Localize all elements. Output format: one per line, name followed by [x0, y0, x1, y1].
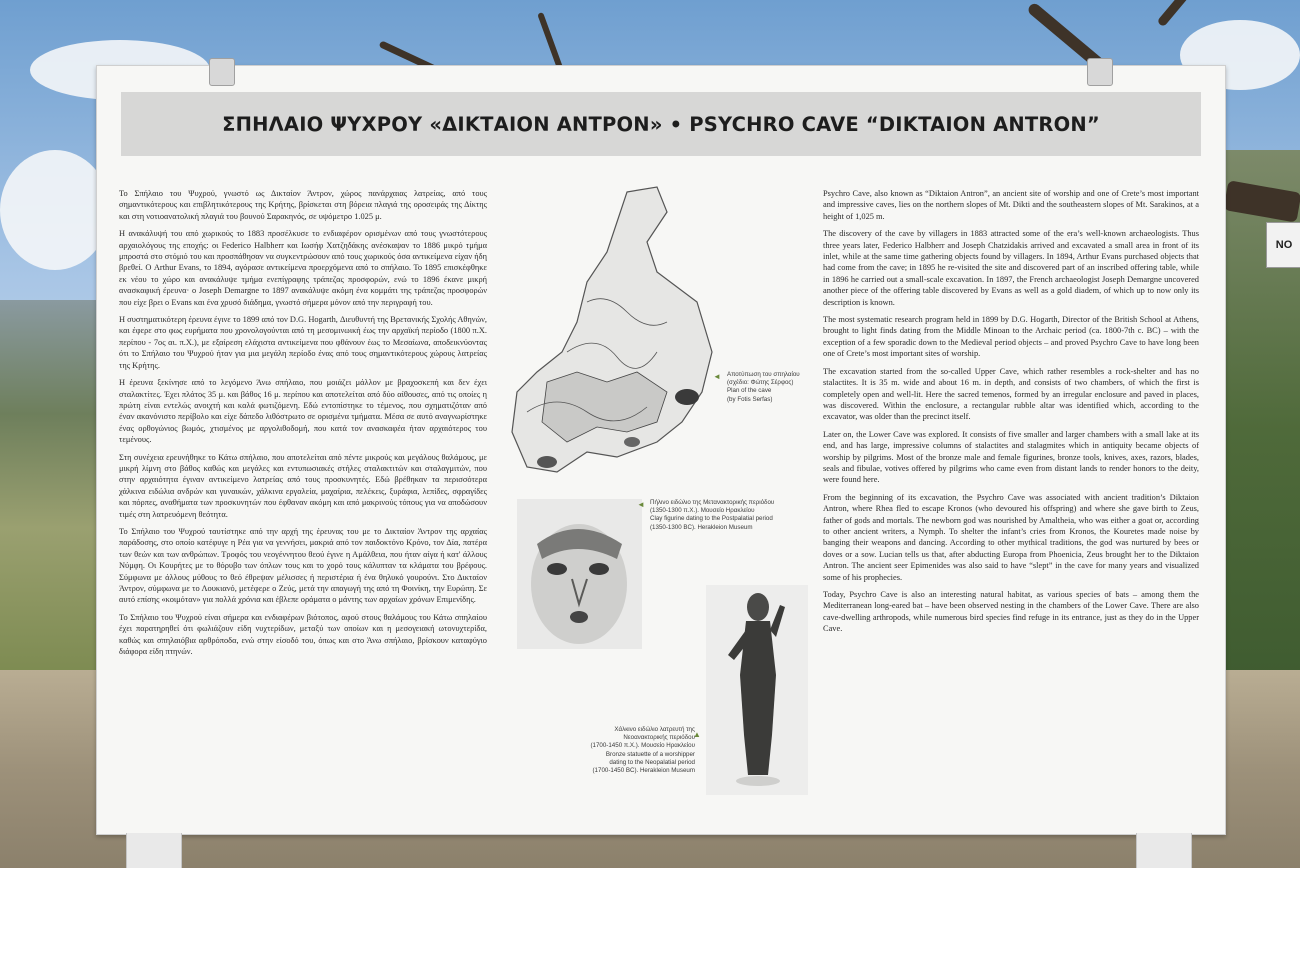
- english-paragraph: The discovery of the cave by villagers in 1883 attracted some of the era’s well-known archaeologists. Thus three years later, Federico Halbherr and Joseph Chatzidakis arrived and excavated a small area in front of its inlet, while at the same time gathering objects found by villagers. In 1894, Arthur Evans purchased objects that had come from the cave; in 1895 he re-visited the site and discovered part of an inscribed offering table, while in 1896 he carried out a small-scale excavation. In 1897, the French archaeologist Joseph Demargne uncovered another piece of the offering table discovered by Evans as well as a gold diadem, of which up to now only its description is known.: [823, 229, 1199, 307]
- caption-line: Bronze statuette of a worshipper: [605, 750, 695, 758]
- caption-marker-icon: ▲: [693, 730, 701, 739]
- bronze-statuette-photo: [706, 585, 808, 795]
- english-paragraph: Today, Psychro Cave is also an interesting natural habitat, as various species of bats – among them the Mediterranean long-eared bat – have been observed nesting in the chambers of the Lower Cave. There are also cave-dwelling arthropods, while numerous bird species find refuge in its entrance, just as they do in the Upper Cave.: [823, 590, 1199, 634]
- caption-line: Χάλκινο ειδώλιο λατρευτή της: [614, 726, 695, 733]
- clay-figurine-photo: [517, 499, 642, 649]
- greek-paragraph: Το Σπήλαιο του Ψυχρού ταυτίστηκε από την αρχή της έρευνας του με το Δικταίον Άντρον της αρχαίας παράδοσης, στο οποίο κατέφυγε η Ρέα για να γεννήσει, μακριά από τον παιδοκτόνο Κρόνο, τον Δία, πατέρα των θεών και των ανθρώπων. Τροφός του νεογέννητου θεού έγινε η Αμάλθεια, που ήταν αίγα ή κατ' άλλους Νύμφη. Οι Κουρήτες με το θόρυβο των όπλων τους και το χορό τους κάλυπταν τα κλάματα του βρέφους. Σύμφωνα με άλλους μύθους το θεό έθρεψαν μέλισσες ή περιστέρια ή ένα θηλυκό γουρούνι. Στο Δικταίον Άντρον, σύμφωνα με το Λουκιανό, μετέφερε ο Ζεύς, μετά την απαγωγή της από τη Φοινίκη, την Ευρώπη. Σε αυτό επίσης «κοιμόταν» για πολλά χρόνια και έβλεπε οράματα ο μάντης των αρχαίων χρόνων Επιμενίδης.: [119, 526, 487, 605]
- greek-paragraph: Το Σπήλαιο του Ψυχρού είναι σήμερα και ενδιαφέρων βιότοπος, αφού στους θαλάμους του Κάτω σπηλαίου έχει παρατηρηθεί ότι φωλιάζουν είδη νυχτερίδων, μεταξύ των οποίων και η μεσογειακή ωτονυχτερίδα, καθώς και σπηλαιόβια αρθρόποδα, ενώ στην είσοδό του, όπως και στο Άνω σπήλαιο, βρίσκουν καταφύγιο διάφορα είδη πτηνών.: [119, 612, 487, 657]
- board-title: ΣΠΗΛΑΙΟ ΨΥΧΡΟΥ «ΔΙΚΤΑΙΟΝ ΑΝΤΡΟΝ» • PSYCHRO CAVE “DIKTAION ANTRON”: [222, 112, 1100, 136]
- figurine-caption: [650, 499, 825, 532]
- caption-marker-icon: ◄: [637, 500, 645, 509]
- english-paragraph: The excavation started from the so-called Upper Cave, which rather resembles a rock-shelter and has no stalactites. It is 35 m. wide and about 16 m. in depth, and consists of two chambers, of which the first is completely open and well-lit. Here the sacred temenos, formed by an irregular enclosure and paved in places, was discovered. Within the enclosure, a rectangular rubble altar was identified which, according to the excavator, was older than the precinct itself.: [823, 366, 1199, 422]
- english-paragraph: Psychro Cave, also known as “Diktaion Antron”, an ancient site of worship and one of Crete’s most important and impressive caves, lies on the northern slopes of Mt. Dikti and the southeastern slopes of Mt. Sarakinos, at a height of 1,025 m.: [823, 189, 1199, 221]
- caption-line: (1350-1300 BC). Herakleion Museum: [650, 523, 753, 531]
- caption-line: (1350-1300 π.Χ.). Μουσείο Ηρακλείου: [650, 507, 755, 515]
- bottom-margin: [0, 868, 1300, 957]
- caption-line: Clay figurine dating to the Postpalatial period: [650, 515, 773, 523]
- board-clip: [209, 58, 235, 86]
- side-sign: NO: [1266, 222, 1300, 268]
- greek-text-column: [119, 188, 487, 663]
- title-bar: [121, 92, 1201, 156]
- english-paragraph: From the beginning of its excavation, the Psychro Cave was associated with ancient tradition’s Diktaion Antron, where Rhea fled to escape Kronos (who devoured his offspring) and where she gave birth to Zeus, father of gods and mortals. The newborn god was nourished by Amaltheia, who was either a goat or, according to other ancient writers, a Nymph. To shelter the infant’s cries from Kronos, the Kouretes made noise by banging their weapons and dancing. According to other mythical traditions, the god was nurtured by bees or doves or a sow. Lucian tells us that, after abducting Europa from Phoenicia, Zeus brought her to the Diktaion Antron. The ancient seer Epimenides was also said to have “slept” in the cave for many years and visualized some of his prophecies.: [823, 492, 1199, 582]
- greek-paragraph: Το Σπήλαιο του Ψυχρού, γνωστό ως Δικταίον Άντρον, χώρος πανάρχαιας λατρείας, από τους σημαντικότερους και επιβλητικότερους της Κρήτης, βρίσκεται στη βόρεια πλαγιά της οροσειράς της Δίκτης και στη νοτιοανατολική πλαγιά του βουνού Σαρακηνός, σε υψόμετρο 1.025 μ.: [119, 189, 487, 221]
- caption-line: Πήλινο ειδώλιο της Μετανακτορικής περιόδου: [650, 499, 775, 506]
- cave-plan-drawing: [507, 182, 717, 482]
- cloud: [0, 150, 110, 270]
- mountain-landscape: [0, 300, 100, 680]
- board-post: [1136, 833, 1192, 868]
- english-paragraph: The most systematic research program held in 1899 by D.G. Hogarth, Director of the British School at Athens, brought to light finds dating from the Middle Minoan to the Archaic period (ca. 1800-7th c. BC) – with the exception of a few sporadic down to the Medieval period objects – and proved Psychro Cave to have long been one of Crete’s most important sites of worship.: [823, 315, 1199, 359]
- caption-line: Αποτύπωση του σπηλαίου: [727, 371, 800, 378]
- caption-line: Νεοανακτορικής περιόδου: [623, 734, 695, 742]
- plan-caption: [727, 371, 822, 404]
- english-paragraph: Later on, the Lower Cave was explored. It consists of five smaller and larger chambers with a small lake at its end, and has large, impressive columns of stalactites and stalagmites which in antiquity became objects of worship by pilgrims. Most of the bronze male and female figurines, bronze tools, knives, axes, razors, blades, seals and fibulae, votives offered by pilgrims who came even from distant lands to render honors to the deity, were found here.: [823, 429, 1199, 485]
- board-post: [126, 833, 182, 868]
- greek-paragraph: Η έρευνα ξεκίνησε από το λεγόμενο Άνω σπήλαιο, που μοιάζει μάλλον με βραχοσκεπή και δεν έχει σταλακτίτες. Έχει πλάτος 35 μ. και βάθος 16 μ. περίπου και αποτελείται από δύο αίθουσες, από τις οποίες η πρώτη είναι εντελώς ανοιχτή και καλά φωτιζόμενη. Εδώ εντοπίστηκε το τέμενος, που σχηματιζόταν από έναν ακανόνιστο περίβολο και είχε δάπεδο λιθόστρωτο σε ορισμένα τμήματα. Μέσα σε αυτό αναγνωρίστηκε ένας ορθογώνιος βωμός, χτισμένος με αργολιθοδομή, που κατά τον ανασκαφέα ήταν αρχαιότερος του τεμένους.: [119, 378, 487, 445]
- greek-paragraph: Η συστηματικότερη έρευνα έγινε το 1899 από τον D.G. Hogarth, Διευθυντή της Βρετανικής Σχολής Αθηνών, και έφερε στο φως ευρήματα που χρονολογούνται από τη μεσομινωική έως την αρχαϊκή περίοδο (1800 π.Χ. περίπου - 7ος αι. π.Χ.), με εξαίρεση ελάχιστα αντικείμενα που φθάνουν έως το Μεσαίωνα, αποδεικνύοντας ότι το Σπήλαιο του Ψυχρού ήταν για μια μεγάλη περίοδο ένας από τους σημαντικότερους χώρους λατρείας της Κρήτης.: [119, 315, 487, 370]
- information-board: [96, 65, 1226, 835]
- caption-marker-icon: ◄: [713, 372, 721, 381]
- greek-paragraph: Η ανακάλυψή του από χωρικούς το 1883 προσέλκυσε το ενδιαφέρον ορισμένων από τους γνωστότερους αρχαιολόγους της εποχής: οι Federico Halbherr και Ιωσήφ Χατζηδάκης ανέσκαψαν το 1886 μικρό τμήμα μπροστά στο στόμιό του και προσπάθησαν να συγκεντρώσουν από τους χωρικούς όσα αντικείμενα είχαν ήδη βρεθεί. Ο Arthur Evans, το 1894, αγόρασε αντικείμενα προερχόμενα από το σπήλαιο. Το 1895 επισκέφθηκε εκ νέου το χώρο και ανακάλυψε τμήμα ενεπίγραφης τράπεζας προσφορών, ενώ το 1896 έκανε μικρή ανασκαφική έρευνα· ο Joseph Demargne το 1897 ανακάλυψε ακόμη ένα κομμάτι της τράπεζας προσφορών που είχε βρει ο Evans και ένα χρυσό διάδημα, γνωστό σήμερα μόνον από την περιγραφή του.: [119, 229, 487, 307]
- board-clip: [1087, 58, 1113, 86]
- statuette-caption: [565, 726, 695, 775]
- caption-line: (σχέδιο: Φώτης Σέρφος): [727, 379, 794, 387]
- greek-paragraph: Στη συνέχεια ερευνήθηκε το Κάτω σπήλαιο, που αποτελείται από πέντε μικρούς και μεγάλους θαλάμους, με μικρή λίμνη στο βάθος καθώς και μεγάλες και εντυπωσιακές στήλες σταλακτιτών και σταλαγμιτών, που στην αρχαιότητα έγιναν αντικείμενο λατρείας από τους προσκυνητές. Εδώ βρέθηκαν τα περισσότερα χάλκινα ειδώλια ανδρών και γυναικών, χάλκινα εργαλεία, μαχαίρια, πελέκεις, ξυράφια, λεπίδες, σφραγίδες και πόρπες, αναθήματα των προσκυνητών που έφθαναν ακόμη και από μακρινούς τόπους για να αποδώσουν τιμές στη λατρευόμενη θεότητα.: [119, 452, 487, 519]
- caption-line: (1700-1450 BC). Herakleion Museum: [592, 767, 695, 775]
- caption-line: (1700-1450 π.Χ.). Μουσείο Ηρακλείου: [590, 742, 695, 750]
- caption-line: dating to the Neopalatial period: [609, 758, 695, 766]
- english-text-column: [823, 188, 1199, 641]
- caption-line: Plan of the cave: [727, 387, 772, 395]
- caption-line: (by Fotis Serfas): [727, 395, 773, 403]
